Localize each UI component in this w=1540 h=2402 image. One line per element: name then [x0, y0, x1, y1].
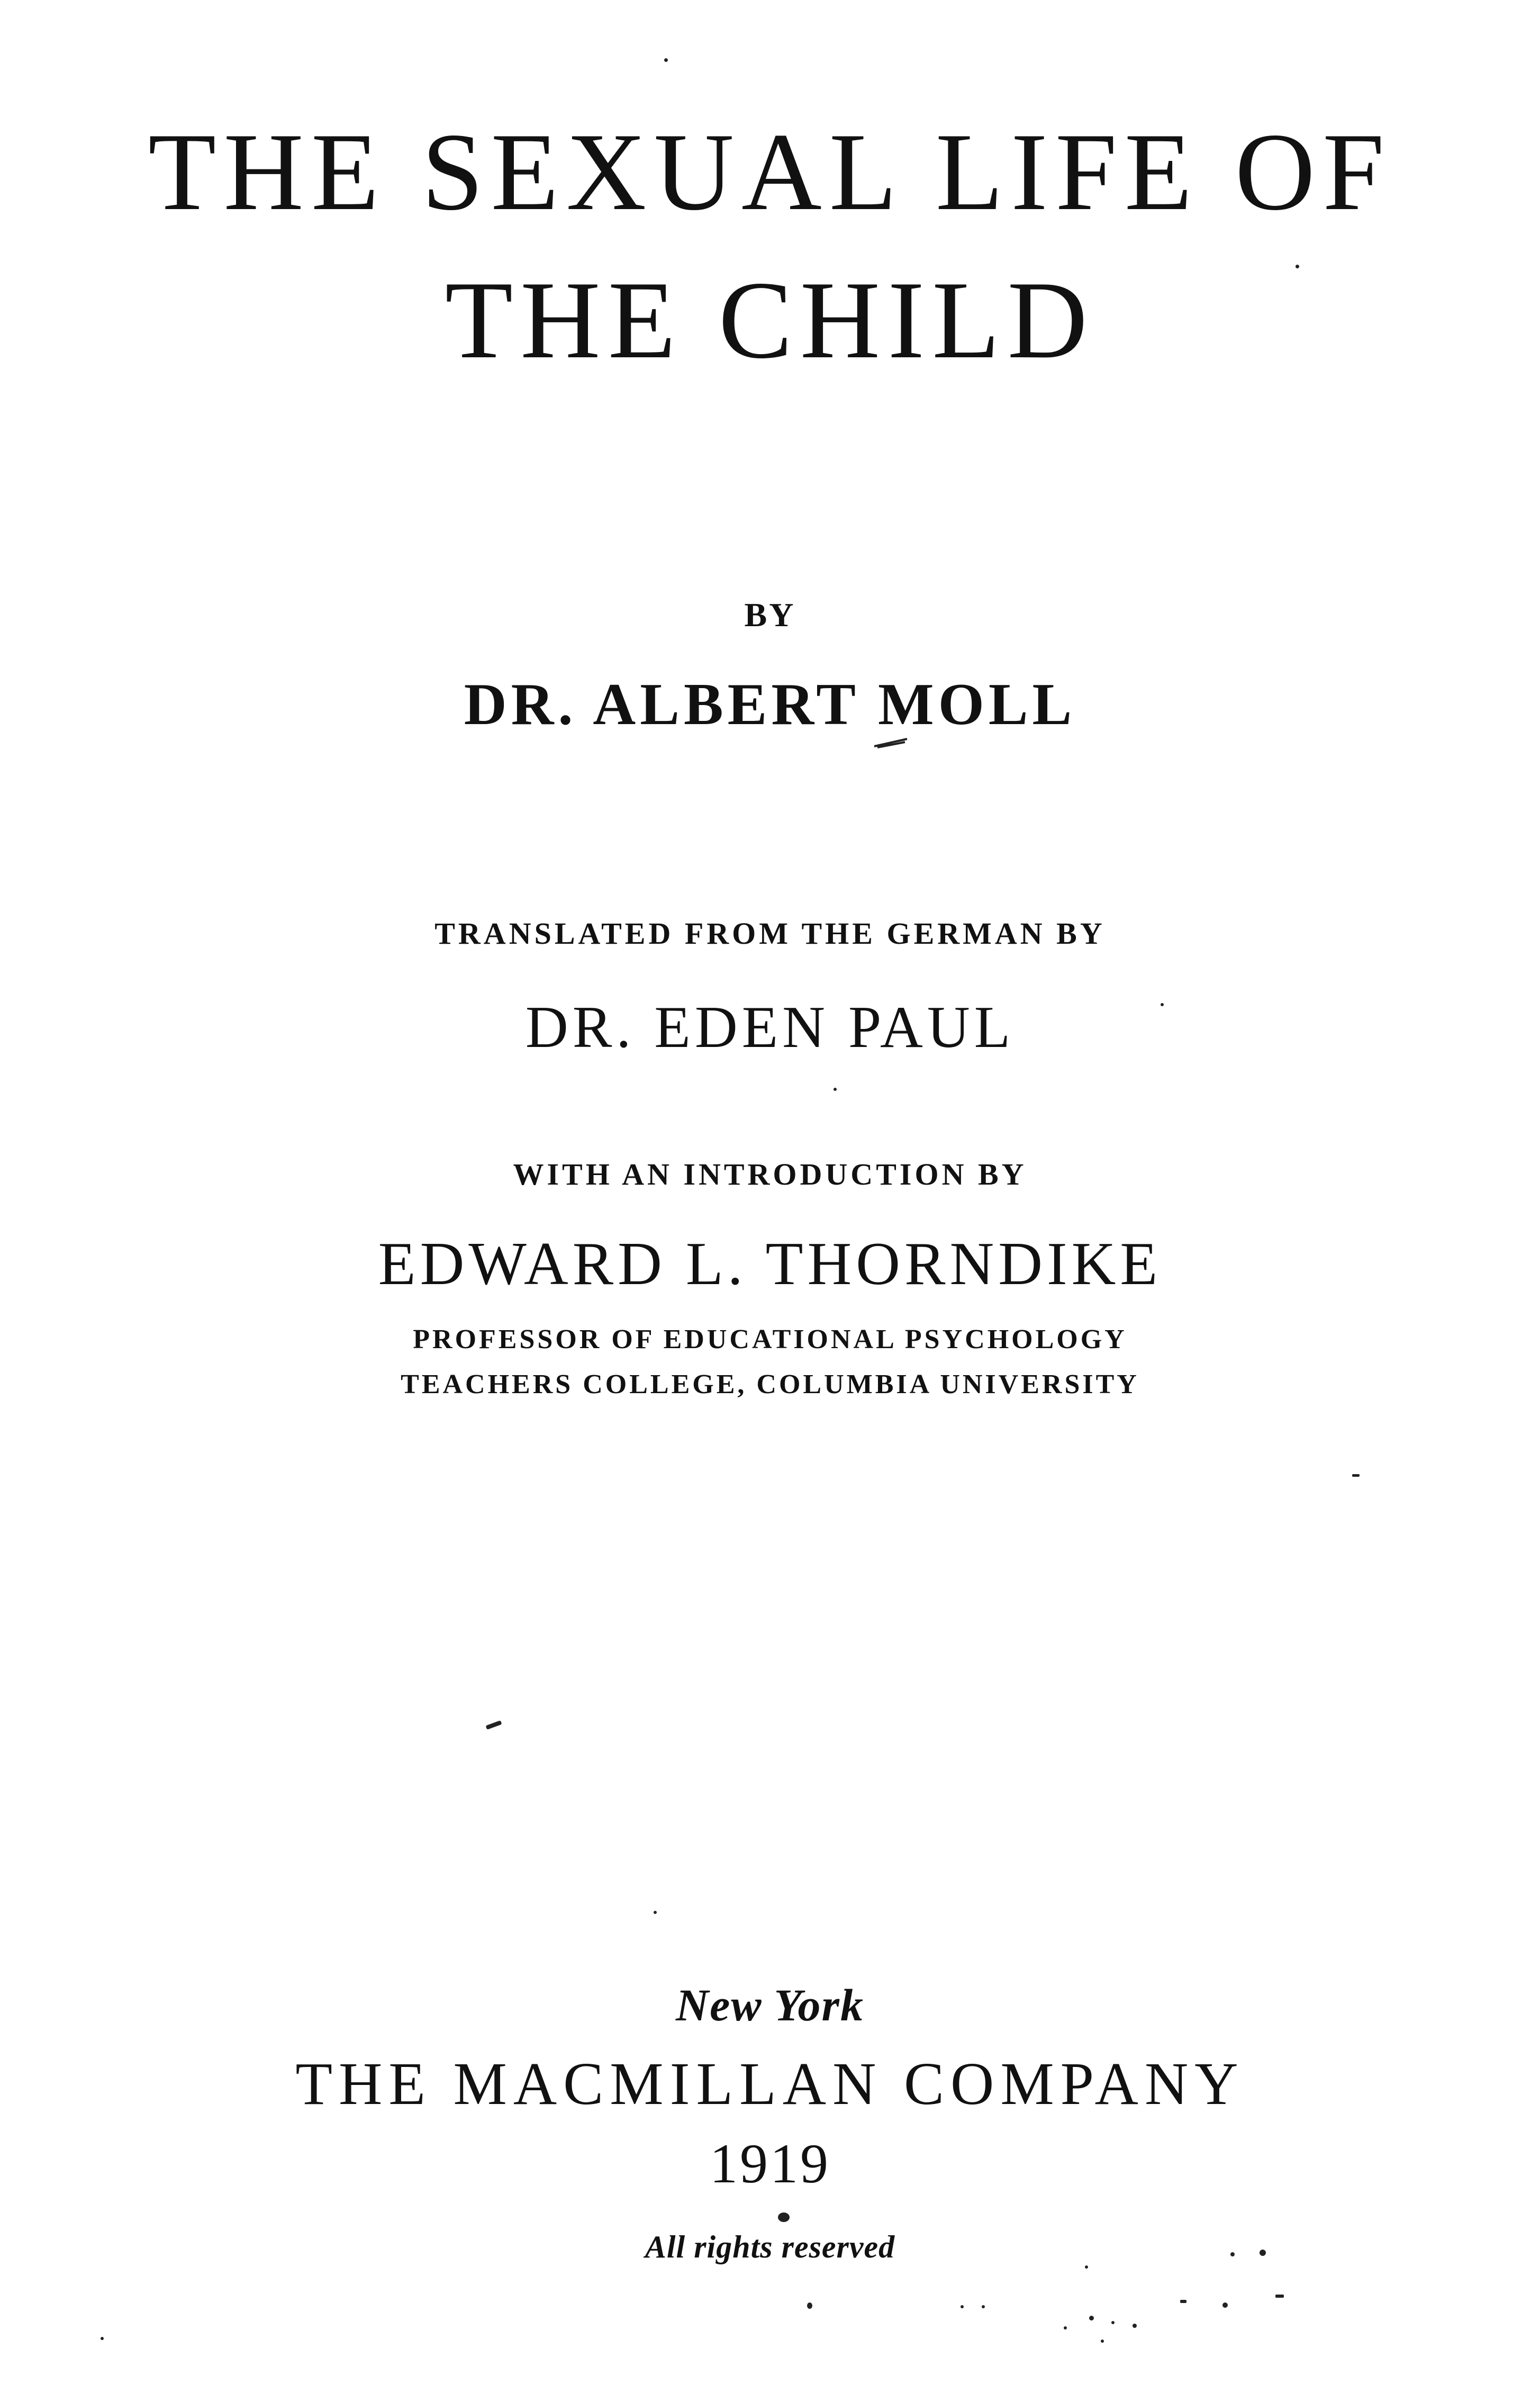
scan-speck [1296, 265, 1299, 268]
scan-speck [654, 1911, 657, 1914]
scan-speck [1101, 2340, 1104, 2343]
scan-speck [1064, 2326, 1067, 2329]
book-title-line-1: THE SEXUAL LIFE OF [148, 111, 1392, 233]
pencil-mark-icon [872, 737, 909, 748]
scan-speck [1352, 1474, 1360, 1477]
scan-speck [664, 58, 668, 62]
scan-speck [778, 2213, 790, 2222]
book-title-line-2: THE CHILD [445, 259, 1095, 382]
scan-speck [101, 2337, 104, 2340]
introducer-title-line-1: PROFESSOR OF EDUCATIONAL PSYCHOLOGY [413, 1324, 1127, 1354]
scan-speck [1089, 2316, 1094, 2320]
scan-speck [1111, 2321, 1115, 2324]
publisher-city: New York [675, 1980, 865, 2030]
scan-speck [1133, 2324, 1137, 2328]
scan-speck [1161, 1003, 1164, 1006]
author-name: DR. ALBERT MOLL [464, 672, 1076, 737]
translator-name: DR. EDEN PAUL [525, 995, 1015, 1060]
scan-speck [486, 1720, 502, 1730]
scan-speck [1275, 2295, 1284, 2298]
translated-label: TRANSLATED FROM THE GERMAN BY [434, 916, 1106, 951]
publisher-name: THE MACMILLAN COMPANY [295, 2050, 1245, 2117]
scan-speck [807, 2302, 812, 2309]
scan-speck [982, 2305, 985, 2308]
introduction-label: WITH AN INTRODUCTION BY [513, 1157, 1027, 1191]
introducer-title-line-2: TEACHERS COLLEGE, COLUMBIA UNIVERSITY [401, 1369, 1139, 1399]
scan-speck [1085, 2265, 1088, 2269]
by-label: BY [744, 596, 796, 634]
scan-speck [961, 2305, 964, 2308]
introducer-name: EDWARD L. THORNDIKE [378, 1230, 1162, 1298]
publication-year: 1919 [710, 2133, 830, 2195]
scan-speck [1180, 2300, 1186, 2303]
scan-speck [1230, 2252, 1235, 2256]
scan-speck [1222, 2302, 1228, 2308]
scan-speck [1260, 2250, 1266, 2256]
rights-notice: All rights reserved [645, 2229, 895, 2264]
scan-speck [834, 1088, 837, 1091]
